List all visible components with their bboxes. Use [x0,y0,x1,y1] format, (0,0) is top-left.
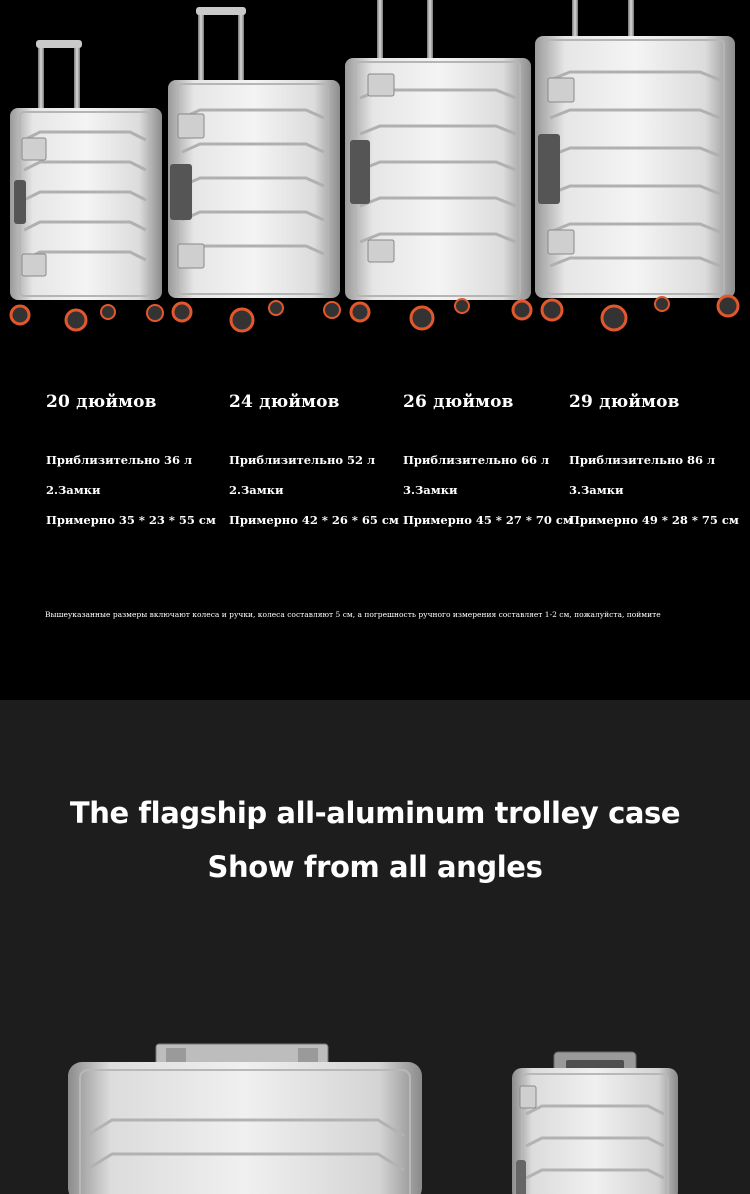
volume-text: Приблизительно 86 л [569,453,716,467]
suitcase-26-inch [345,0,531,329]
locks-text: 3.Замки [403,483,458,497]
volume-text: Приблизительно 52 л [229,453,376,467]
size-title: 20 дюймов [46,392,157,412]
dimensions-text: Примерно 42 * 26 * 65 см [229,513,399,527]
size-title: 26 дюймов [403,392,514,412]
suitcase-side-view-image [62,1040,442,1194]
locks-text: 2.Замки [229,483,284,497]
locks-text: 2.Замки [46,483,101,497]
luggage-lineup-image [0,0,750,340]
headline-primary: The flagship all-aluminum trolley case [69,796,681,830]
size-title: 29 дюймов [569,392,680,412]
locks-text: 3.Замки [569,483,624,497]
size-footnote: Вышеуказанные размеры включают колеса и ручки, колеса составляют 5 см, а погрешность ручного измерения составляет 1-2 см, пожалуйста, поймите [45,610,661,619]
angles-section [0,700,750,1194]
size-title: 24 дюймов [229,392,340,412]
suitcase-front-view-image [510,1050,680,1194]
headline-secondary: Show from all angles [207,850,543,884]
dimensions-text: Примерно 45 * 27 * 70 см [403,513,573,527]
spec-column-20 [46,392,216,527]
suitcase-29-inch [535,0,738,330]
spec-column-24 [229,392,399,527]
suitcase-20-inch [10,40,163,330]
size-specs [0,392,750,552]
luggage-lineup-illustration [0,0,750,340]
spec-column-29 [569,392,739,527]
dimensions-text: Примерно 35 * 23 * 55 см [46,513,216,527]
volume-text: Приблизительно 66 л [403,453,550,467]
dimensions-text: Примерно 49 * 28 * 75 см [569,513,739,527]
volume-text: Приблизительно 36 л [46,453,193,467]
suitcase-24-inch [168,7,340,331]
spec-column-26 [403,392,573,527]
